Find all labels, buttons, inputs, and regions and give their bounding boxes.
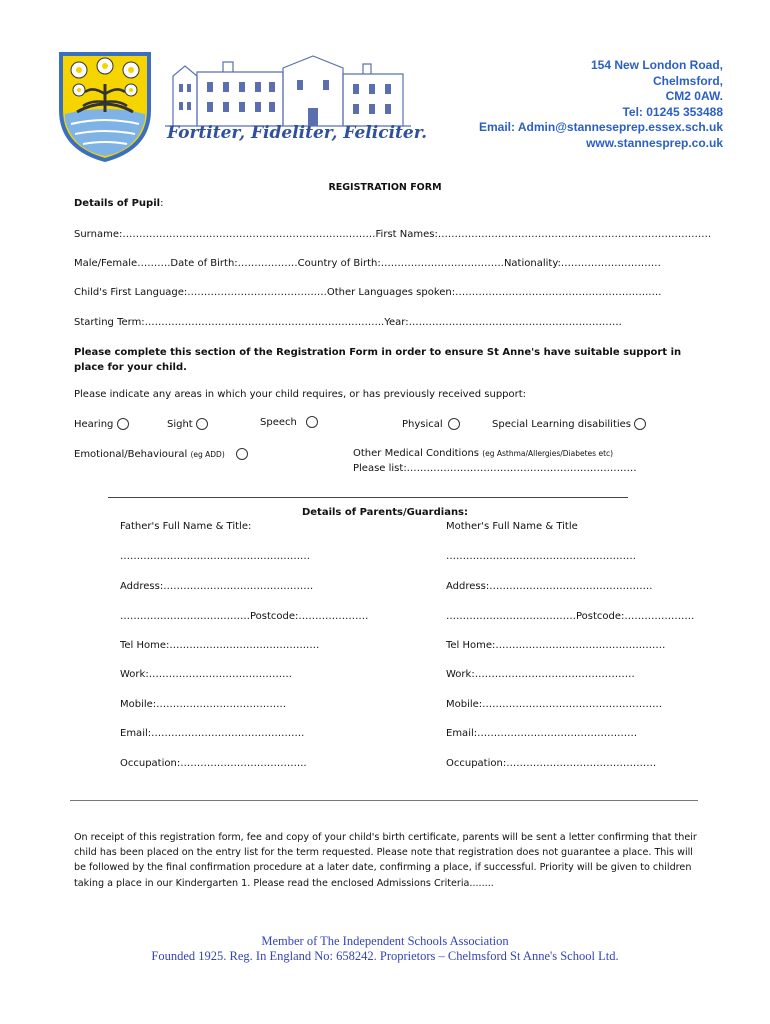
address-line-phone: Tel: 01245 353488 <box>622 104 723 119</box>
address-line-email[interactable]: Email: Admin@stanneseprep.essex.sch.uk <box>478 120 723 134</box>
school-motto: Fortiter, Fideliter, Feliciter. <box>167 123 428 143</box>
father-work-field[interactable]: Work:……………………………………. <box>120 669 292 680</box>
pupil-section-heading <box>74 198 163 209</box>
father-postcode-field[interactable]: …………………………………Postcode:………………… <box>120 611 369 622</box>
mother-address-field[interactable]: Address:…………………………………………. <box>446 581 653 592</box>
address-line-website[interactable]: www.stannesprep.co.uk <box>586 135 723 150</box>
pupil-heading-colon: : <box>160 198 164 209</box>
option-sight-label: Sight <box>167 419 193 430</box>
sex-dob-country-nationality-field[interactable]: Male/Female……….Date of Birth:………………Country of Birth:……………………………….Nationality:………………………… <box>74 258 661 269</box>
language-field[interactable]: Child's First Language:………………………………..….Other Languages spoken:………………………………………………….…. <box>74 287 662 298</box>
sight-radio[interactable] <box>196 418 208 430</box>
mother-occupation-field[interactable]: Occupation:……………………………………… <box>446 758 657 769</box>
father-mobile-field[interactable]: Mobile:………………………………… <box>120 699 287 710</box>
support-instruction: Please complete this section of the Registration Form in order to ensure St Anne's have suitable support in place for your child. <box>74 347 682 373</box>
emotional-radio[interactable] <box>236 448 248 460</box>
mother-mobile-field[interactable]: Mobile:……………………………………………… <box>446 699 663 710</box>
mother-name-field[interactable]: ………………………………………………… <box>446 551 636 562</box>
hearing-radio[interactable] <box>117 418 129 430</box>
father-name-label: Father's Full Name & Title: <box>120 521 252 532</box>
parents-heading: Details of Parents/Guardians: <box>301 507 469 518</box>
speech-radio[interactable] <box>306 416 318 428</box>
option-speech[interactable] <box>260 416 318 428</box>
option-medical-note: (eg Asthma/Allergies/Diabetes etc) <box>482 449 614 458</box>
option-speech-label: Speech <box>260 417 297 428</box>
option-medical <box>353 448 613 459</box>
mother-tel-home-field[interactable]: Tel Home:…………………………………………… <box>446 640 666 651</box>
option-sight[interactable] <box>167 418 208 430</box>
closing-paragraph: On receipt of this registration form, fee and copy of your child's birth certificate, parents will be sent a letter confirming that their child has been placed on the entry list for the term requested. Please note that registration does not guarantee a place. This will be followed by the final confirmation procedure at a later date, confirming a place, if successful. Priority will be given to children taking a place in our Kindergarten 1. Please read the enclosed Admissions Criteria........ <box>74 832 697 889</box>
option-emotional-label: Emotional/Behavioural <box>74 449 188 460</box>
mother-name-label: Mother's Full Name & Title <box>446 521 578 532</box>
surname-firstnames-field[interactable]: Surname:………………………………………………………….………First Names:………………………………………………………………………. <box>74 229 712 240</box>
option-physical-label: Physical <box>402 419 443 430</box>
physical-radio[interactable] <box>448 418 460 430</box>
mother-postcode-field[interactable]: …………………………………Postcode:………………… <box>446 611 695 622</box>
option-emotional-note: (eg ADD) <box>190 450 225 459</box>
footer-registration: Founded 1925. Reg. In England No: 658242. Proprietors – Chelmsford St Anne's School Ltd. <box>151 949 619 963</box>
school-address-block <box>479 58 723 151</box>
father-occupation-field[interactable]: Occupation:……………………………….. <box>120 758 307 769</box>
parents-divider <box>70 800 698 801</box>
father-email-field[interactable]: Email:………………………………………. <box>120 728 305 739</box>
address-line-street: 154 New London Road, <box>590 58 723 72</box>
starting-term-year-field[interactable]: Starting Term:…………………………………………………….………..Year:………………………………………………………. <box>74 317 622 328</box>
support-intro: Please indicate any areas in which your child requires, or has previously received support: <box>74 389 527 400</box>
option-special-learning[interactable] <box>492 418 646 430</box>
option-physical[interactable] <box>402 418 460 430</box>
footer-membership: Member of The Independent Schools Association <box>261 934 509 948</box>
father-address-field[interactable]: Address:……………………………………… <box>120 581 314 592</box>
option-hearing[interactable] <box>74 418 129 430</box>
mother-work-field[interactable]: Work:………………………………………… <box>446 669 635 680</box>
form-title: REGISTRATION FORM <box>328 182 442 193</box>
school-building-illustration <box>163 52 413 130</box>
father-tel-home-field[interactable]: Tel Home:……………………………………… <box>120 640 320 651</box>
address-line-town: Chelmsford, <box>652 73 723 88</box>
medical-list-field[interactable]: Please list:…………………………………………………………… <box>353 463 637 474</box>
special-learning-radio[interactable] <box>634 418 646 430</box>
option-special-label: Special Learning disabilities <box>492 419 632 430</box>
address-line-postcode: CM2 0AW. <box>665 89 723 103</box>
father-name-field[interactable]: ………………………………………………… <box>120 551 310 562</box>
option-hearing-label: Hearing <box>74 419 114 430</box>
option-medical-label: Other Medical Conditions <box>353 448 479 459</box>
mother-email-field[interactable]: Email:………………………………………… <box>446 728 638 739</box>
school-crest-logo <box>57 50 153 162</box>
option-emotional[interactable] <box>74 448 248 460</box>
pupil-heading-text: Details of Pupil <box>74 198 161 209</box>
section-divider <box>108 497 628 498</box>
